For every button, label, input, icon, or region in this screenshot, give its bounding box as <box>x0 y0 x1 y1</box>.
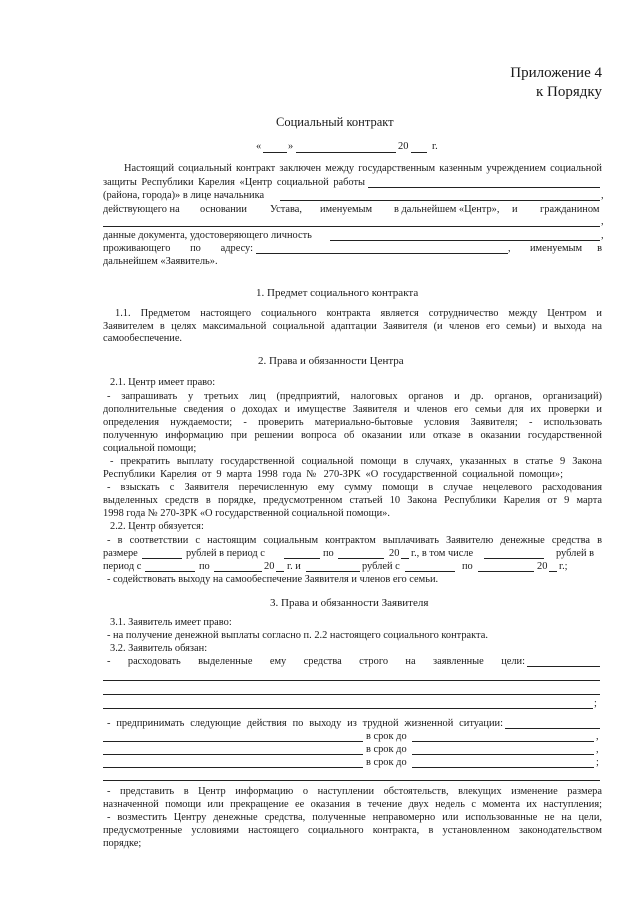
intro-line-2: защиты Республики Карелия «Центр социальной работы <box>103 177 365 188</box>
section-2-line-1: - запрашивать у третьих лиц (предприятий, налоговых органов и др. органов, организаций) <box>107 391 602 402</box>
intro-line-3: (района, города)» в лице начальника <box>103 190 265 201</box>
appendix-number: Приложение 4 <box>510 65 602 81</box>
action-1-comma: , <box>596 731 599 742</box>
section-2-line-14: - содействовать выходу на самообеспечение Заявителя и членов его семьи. <box>107 574 439 585</box>
section-2-line-5: социальной помощи; <box>103 443 197 454</box>
pay1-from-blank <box>284 558 320 559</box>
pay2-year2-suffix: г.; <box>559 561 568 572</box>
intro-l4-d: именуемым <box>320 204 373 215</box>
action-2-blank <box>103 754 363 755</box>
action-1-date-blank <box>412 741 594 742</box>
section-2-line-2: дополнительные сведения о доходах и имуществе Заявителя и членов его семьи для их проверки и <box>103 404 602 415</box>
section-3-line-1: - на получение денежной выплаты согласно п. 2.2 настоящего социального контракта. <box>107 630 488 641</box>
date-year-prefix: 20 <box>398 141 409 152</box>
action-3-date-blank <box>412 767 594 768</box>
pay1-to-label: по <box>323 548 334 559</box>
pay1-period-from: рублей в период с <box>186 548 265 559</box>
pay2-amount-blank <box>306 571 360 572</box>
pay2-year-prefix: 20 <box>264 561 275 572</box>
section-3-line-2: - расходовать выделенные ему средства строго на заявленные цели: <box>107 656 525 667</box>
action-2-date-blank <box>412 754 594 755</box>
section-1-line-3: самообеспечение. <box>103 333 183 344</box>
date-month-blank <box>296 152 396 153</box>
intro-l4-f: и <box>512 204 518 215</box>
intro-l4-g: гражданином <box>540 204 600 215</box>
section-3-line-5: назначенной помощи или прекращение ее оказания в течение двух недель с момента их наступления; <box>103 799 602 810</box>
actions-blank-last <box>103 780 600 781</box>
section-2-line-7: Республики Карелия от 9 марта 1998 года № 270-ЗРК «О государственной социальной помощи»; <box>103 469 563 480</box>
section-2-line-3: определения нуждаемости; - проверить материально-бытовые условия Заявителя; - использовать <box>103 417 602 428</box>
pay1-incl-label: г., в том числе <box>411 548 474 559</box>
pay2-year2-prefix: 20 <box>537 561 548 572</box>
intro-l4-e: в дальнейшем «Центр», <box>394 204 500 215</box>
intro-line-7: дальнейшем «Заявитель». <box>103 256 218 267</box>
appendix-order: к Порядку <box>536 84 602 100</box>
date-day-blank <box>263 152 287 153</box>
section-2-line-9: выделенных средств в порядке, предусмотренном статьей 10 Закона Республики Карелия от 9 марта <box>103 495 602 506</box>
pay2-from-blank <box>145 571 195 572</box>
section-3-line-6: - возместить Центру денежные средства, полученные неправомерно или использованные не на цели, <box>107 812 602 823</box>
intro-comma-4: , <box>508 243 511 254</box>
intro-l4-c: Устава, <box>270 204 302 215</box>
pay2-year2-blank <box>549 571 557 572</box>
section-3-line-7: предусмотренные условиями настоящего социального контракта, в установленном законодательством <box>103 825 602 836</box>
pay1-rubles-tail: рублей в <box>556 548 595 559</box>
date-open-quote: « <box>256 141 262 152</box>
pay1-amount-blank <box>142 558 182 559</box>
date-year-blank <box>411 152 427 153</box>
date-year-suffix: г. <box>432 141 438 152</box>
goals-blank-2 <box>103 680 600 681</box>
goals-blank-1 <box>527 666 600 667</box>
pay1-size-label: размере <box>103 548 138 559</box>
action-2-term-label: в срок до <box>366 744 407 755</box>
section-3-2-label: 3.2. Заявитель обязан: <box>110 643 208 654</box>
intro-line-6-tail: именуемым в <box>530 243 602 254</box>
actions-blank-0 <box>505 728 600 729</box>
pay1-part-blank <box>484 558 544 559</box>
goals-blank-3 <box>103 694 600 695</box>
section-2-2-label: 2.2. Центр обязуется: <box>110 521 204 532</box>
section-2-1-label: 2.1. Центр имеет право: <box>110 377 216 388</box>
section-3-line-3: - предпринимать следующие действия по выходу из трудной жизненной ситуации: <box>107 718 503 729</box>
section-1-line-2: Заявителем в целях максимальной социальной адаптации Заявителя (и членов его семьи) и выхода на <box>103 321 602 332</box>
intro-comma-3: , <box>601 230 604 241</box>
intro-line-5: данные документа, удостоверяющего личность <box>103 230 312 241</box>
section-1-heading: 1. Предмет социального контракта <box>256 287 419 299</box>
action-3-semicolon: ; <box>596 757 599 768</box>
intro-comma-1: , <box>601 190 604 201</box>
pay1-year-prefix: 20 <box>389 548 400 559</box>
action-2-comma: , <box>596 744 599 755</box>
section-3-line-4: - представить в Центр информацию о наступлении обстоятельств, влекущих изменение размера <box>107 786 602 797</box>
pay2-to2-label: по <box>462 561 473 572</box>
section-2-line-11: - в соответствии с настоящим социальным контрактом выплачивать Заявителю денежные средства в <box>107 535 602 546</box>
date-close-quote: » <box>288 141 294 152</box>
section-2-line-4: полученную информацию при решении вопроса об оказании или отказе в оказании государственной <box>103 430 602 441</box>
action-3-blank <box>103 767 363 768</box>
section-2-heading: 2. Права и обязанности Центра <box>258 355 404 367</box>
section-3-line-8: порядке; <box>103 838 142 849</box>
pay2-to2-blank <box>478 571 534 572</box>
action-1-blank <box>103 741 363 742</box>
intro-blank-address <box>256 253 508 254</box>
section-2-line-10: 1998 года № 270-ЗРК «О государственной социальной помощи». <box>103 508 390 519</box>
pay2-rubles-from: рублей с <box>362 561 400 572</box>
section-2-line-8: - взыскать с Заявителя перечисленную ему сумму помощи в случае нецелевого расходования <box>107 482 602 493</box>
document-title: Социальный контракт <box>276 115 394 129</box>
intro-blank-document <box>330 240 600 241</box>
intro-l4-b: основании <box>200 204 247 215</box>
pay2-to-label: по <box>199 561 210 572</box>
goals-semicolon: ; <box>594 698 597 709</box>
pay2-period-label: период с <box>103 561 142 572</box>
intro-line-1: Настоящий социальный контракт заключен между государственным казенным учреждением социальной <box>124 163 602 174</box>
pay1-year-blank <box>401 558 409 559</box>
intro-blank-head <box>280 200 600 201</box>
pay2-to-blank <box>214 571 262 572</box>
goals-blank-4 <box>103 708 593 709</box>
pay2-year-blank <box>276 571 284 572</box>
section-3-heading: 3. Права и обязанности Заявителя <box>270 597 429 609</box>
section-1-line-1: 1.1. Предметом настоящего социального контракта является сотрудничество между Центром и <box>115 308 602 319</box>
action-3-term-label: в срок до <box>366 757 407 768</box>
intro-comma-2: , <box>601 216 604 227</box>
pay2-and-label: г. и <box>287 561 301 572</box>
pay2-from2-blank <box>405 571 455 572</box>
section-3-1-label: 3.1. Заявитель имеет право: <box>110 617 232 628</box>
section-2-line-6: - прекратить выплату государственной социальной помощи в случаях, указанных в статье 9 Закона <box>110 456 602 467</box>
intro-l4-a: действующего на <box>103 204 180 215</box>
intro-blank-district <box>368 187 600 188</box>
intro-line-6: проживающего по адресу: <box>103 243 253 254</box>
intro-blank-citizen <box>103 226 600 227</box>
pay1-to-blank <box>338 558 384 559</box>
action-1-term-label: в срок до <box>366 731 407 742</box>
